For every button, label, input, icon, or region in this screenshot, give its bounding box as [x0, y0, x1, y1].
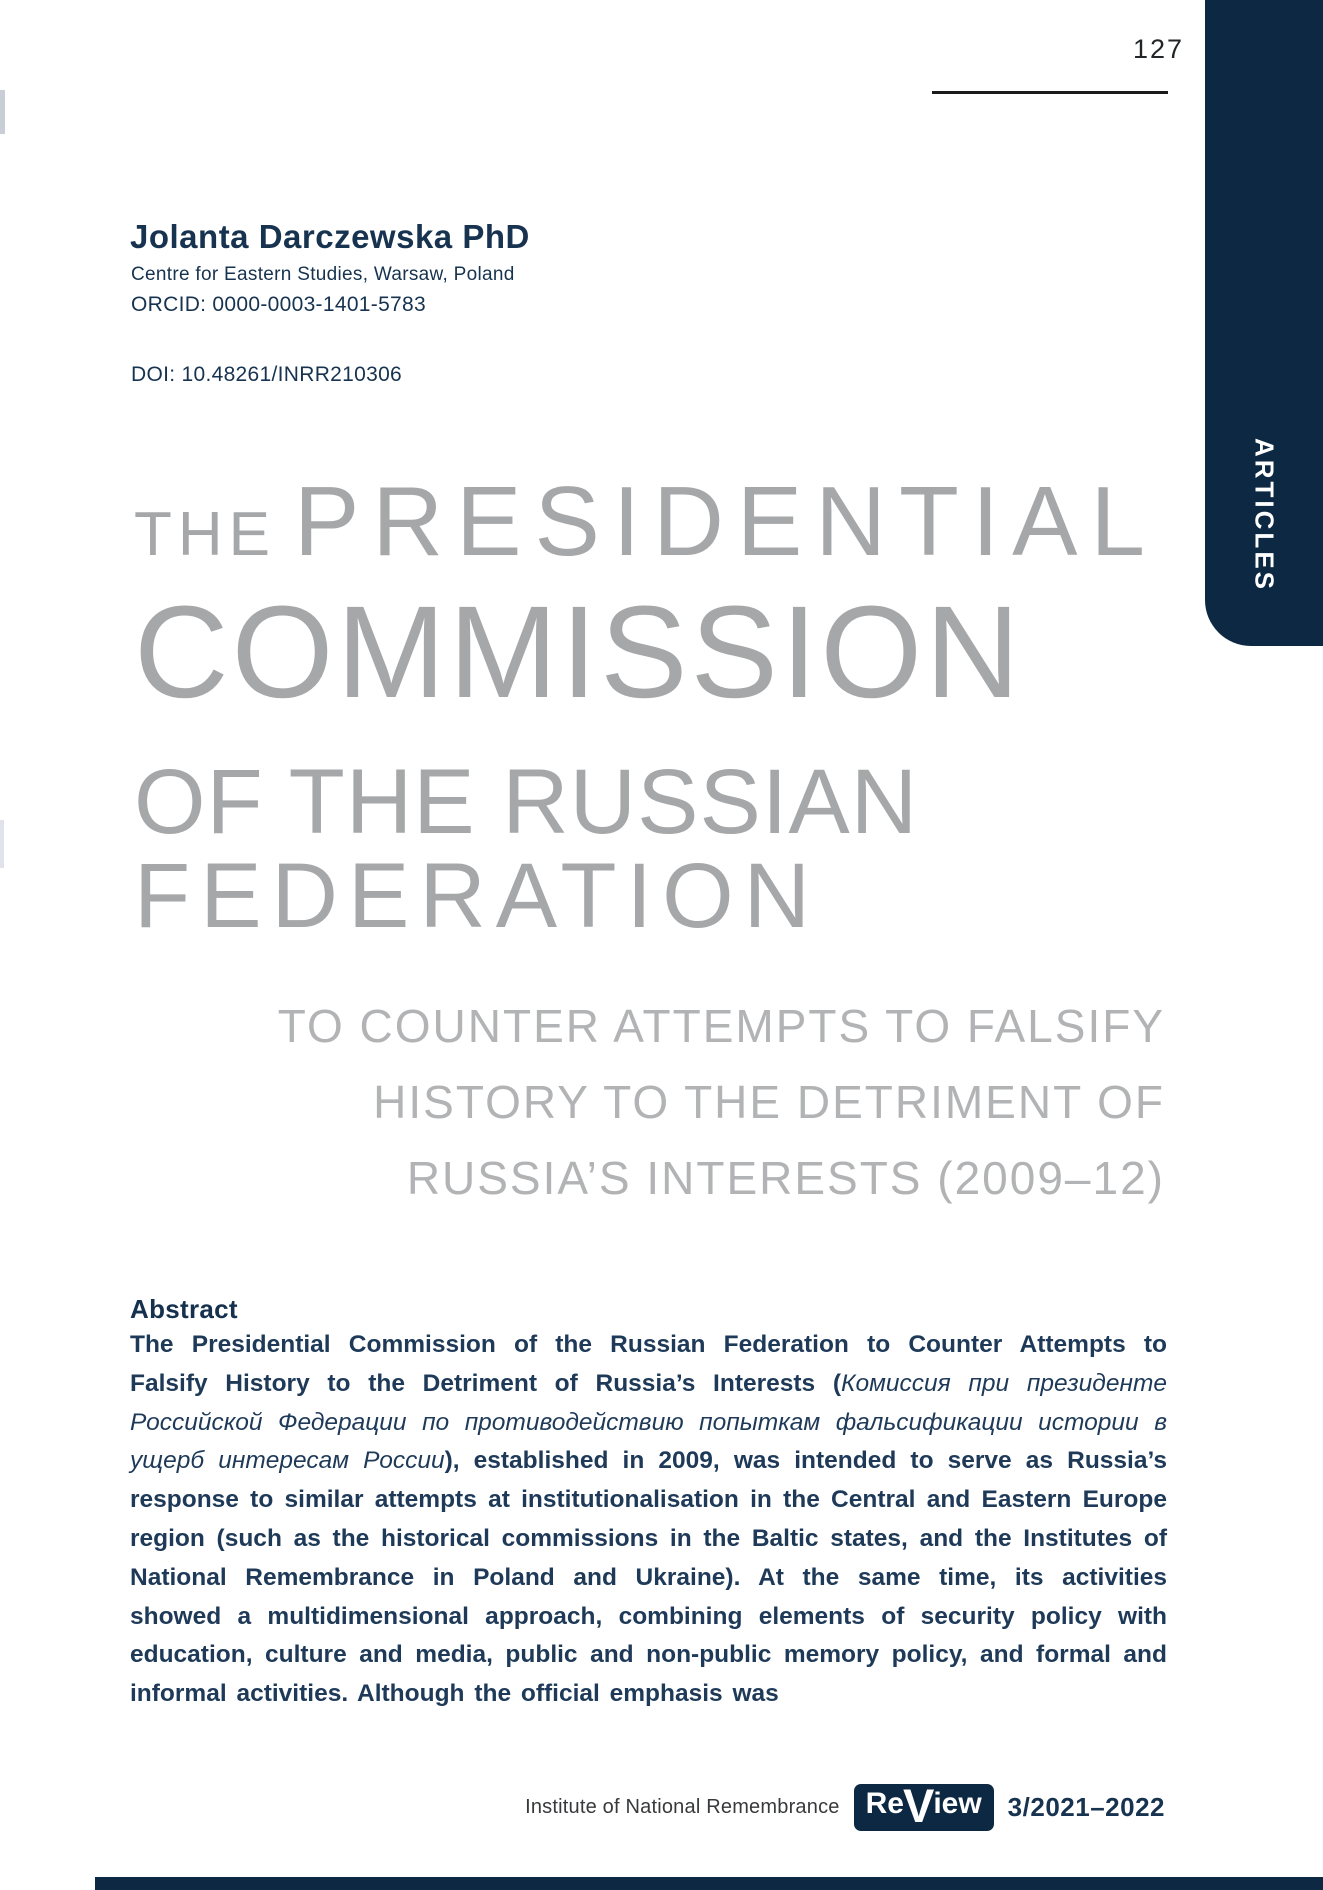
title-line-2: COMMISSION: [134, 578, 1023, 725]
abstract-segment-cyrillic: Комиссия при президенте Российской Федерации по противодействию попыткам фальсификации истории в ущерб интересам России: [130, 1369, 1167, 1475]
scan-edge-mark-mid: [0, 820, 4, 868]
footer-issue-number: 3/2021–2022: [1007, 1791, 1165, 1822]
review-logo-v: V: [902, 1778, 935, 1832]
header-rule: [932, 91, 1168, 94]
footer: [525, 1778, 1165, 1832]
title-line-3: OF THE RUSSIAN: [134, 751, 919, 853]
title-line-4: FEDERATION: [134, 845, 821, 947]
bottom-navy-bar: [95, 1877, 1323, 1890]
title-line-1-large: PRESIDENTIAL: [294, 466, 1158, 576]
author-doi: DOI: 10.48261/INRR210306: [131, 363, 403, 386]
abstract-segment-latin-2: ), established in 2009, was intended to serve as Russia’s response to similar attempts at institutionalisation in the Central and Eastern Europe region (such as the historical commissions in the Baltic states, and the Institutes of National Remembrance in Poland and Ukraine). At the same time, its activities showed a multidimensional approach, combining elements of security policy with education, culture and media, public and non-public memory policy, and formal and informal activities. Although the official emphasis was: [130, 1447, 1167, 1708]
subtitle-line-3: RUSSIA’S INTERESTS (2009–12): [406, 1152, 1165, 1204]
articles-label-wrap: [1205, 438, 1323, 592]
author-affiliation: Centre for Eastern Studies, Warsaw, Poland: [131, 264, 515, 285]
page-number: 127: [1132, 34, 1184, 64]
subtitle-line-1: TO COUNTER ATTEMPTS TO FALSIFY: [277, 1000, 1165, 1052]
title-line-1: [134, 466, 1158, 576]
title-line-1-small: THE: [134, 500, 276, 569]
footer-journal-name: Institute of National Remembrance: [525, 1795, 840, 1818]
review-logo-re: Re: [865, 1786, 904, 1820]
abstract-heading: Abstract: [130, 1294, 238, 1324]
review-logo-iew: iew: [933, 1786, 982, 1820]
title-subtitle: [215, 988, 1165, 1216]
articles-side-tab: [1205, 0, 1323, 646]
review-logo: [854, 1778, 994, 1832]
author-name: Jolanta Darczewska PhD: [130, 218, 530, 255]
subtitle-line-2: HISTORY TO THE DETRIMENT OF: [373, 1076, 1165, 1128]
author-orcid: ORCID: 0000-0003-1401-5783: [131, 293, 426, 316]
abstract-segment-latin-1: The Presidential Commission of the Russian Federation to Counter Attempts to Falsify History to the Detriment of Russia’s Interests (: [130, 1331, 1167, 1397]
articles-tab-label: ARTICLES: [1249, 438, 1280, 592]
abstract-paragraph: [130, 1326, 1167, 1714]
scan-edge-mark-top: [0, 90, 5, 134]
